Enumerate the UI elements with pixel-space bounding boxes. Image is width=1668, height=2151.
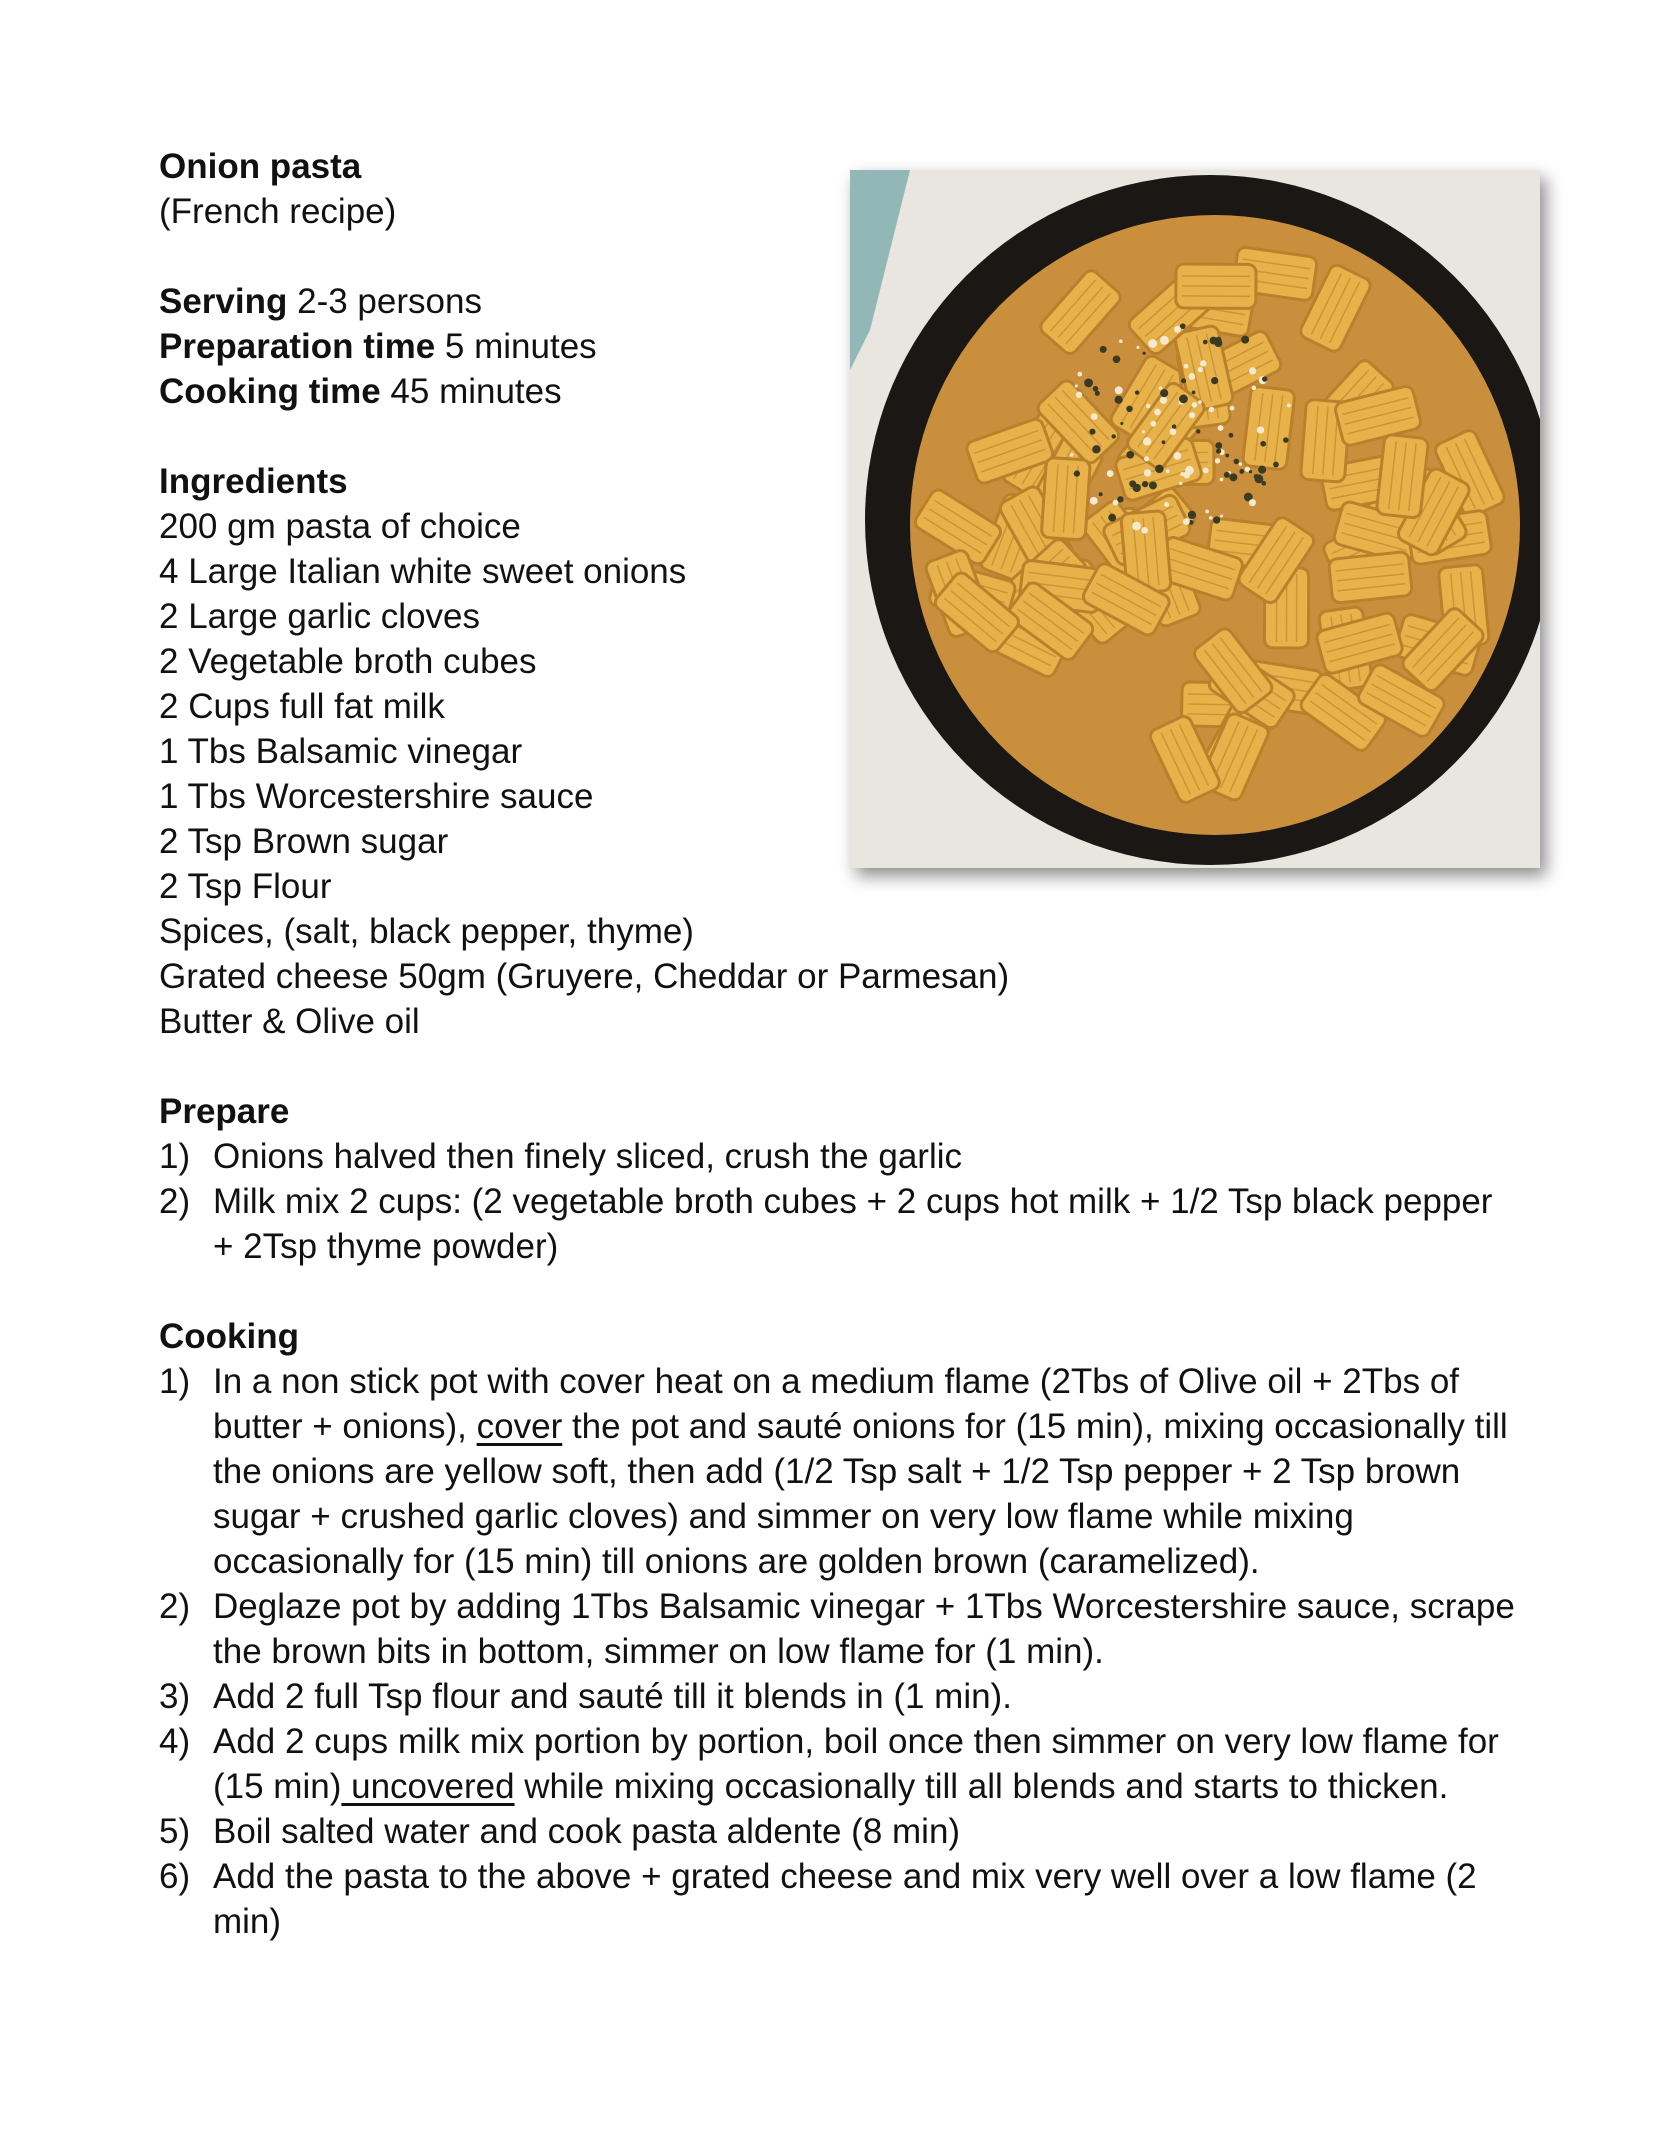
step-text: Add 2 full Tsp flour and sauté till it blends in (1 min). <box>213 1677 1012 1716</box>
garnish-speck <box>1179 482 1182 485</box>
cook-time-value: 45 minutes <box>380 372 562 411</box>
garnish-speck <box>1188 511 1196 519</box>
step-text: Add the pasta to the above + grated cheese and mix very well over a low flame (2 min) <box>213 1857 1477 1941</box>
garnish-speck <box>1189 412 1195 418</box>
step-text-rest: the pot and sauté onions for (15 min), mixing occasionally till the onions are yellow soft, then add (1/2 Tsp salt + 1/2 Tsp pepper + 2 Tsp brown sugar + crushed garlic cloves) and simmer on very low flame while mixing occasionally for (15 min) till onions are golden brown (caramelized). <box>213 1407 1508 1581</box>
ingredient-item: 200 gm pasta of choice <box>159 507 521 546</box>
recipe-title: Onion pasta <box>159 147 362 186</box>
prep-time-label: Preparation time <box>159 327 436 366</box>
garnish-speck <box>1185 466 1194 475</box>
garnish-speck <box>1144 456 1149 461</box>
ingredient-item: 2 Tsp Brown sugar <box>159 822 449 861</box>
garnish-speck <box>1220 478 1224 482</box>
ingredient-item: Butter & Olive oil <box>159 1002 420 1041</box>
garnish-speck <box>1089 429 1095 435</box>
garnish-speck <box>1198 367 1203 372</box>
step-text-underlined: cover <box>476 1407 563 1446</box>
garnish-speck <box>1183 518 1190 525</box>
garnish-speck <box>1092 445 1100 453</box>
garnish-speck <box>1196 429 1200 433</box>
garnish-speck <box>1129 480 1136 487</box>
prepare-steps <box>159 1134 1519 1269</box>
garnish-speck <box>1216 449 1221 454</box>
garnish-speck <box>1084 378 1093 387</box>
cooking-step <box>159 1809 1518 1854</box>
serving-value: 2-3 persons <box>287 282 482 321</box>
garnish-speck <box>1215 442 1222 449</box>
garnish-speck <box>1107 470 1114 477</box>
garnish-speck <box>1142 352 1145 355</box>
garnish-speck <box>1257 426 1264 433</box>
garnish-speck <box>1136 346 1139 349</box>
garnish-speck <box>1135 390 1139 394</box>
garnish-speck <box>1273 462 1279 468</box>
step-text: Add 2 cups milk mix portion by portion, boil once then simmer on very low flame for (15 min) <box>213 1722 1499 1806</box>
garnish-speck <box>1170 428 1177 435</box>
garnish-speck <box>1205 510 1209 514</box>
garnish-speck <box>1142 481 1148 487</box>
step-number: 1) <box>159 1137 191 1176</box>
garnish-speck <box>1215 458 1220 463</box>
garnish-speck <box>1164 502 1169 507</box>
garnish-speck <box>1115 386 1123 394</box>
step-number: 1) <box>159 1362 191 1401</box>
step-text: Milk mix 2 cups: (2 vegetable broth cubes + 2 cups hot milk + 1/2 Tsp black pepper + 2Tsp thyme powder) <box>213 1182 1493 1266</box>
garnish-speck <box>1113 355 1121 363</box>
garnish-speck <box>1132 522 1141 531</box>
garnish-speck <box>1174 326 1181 333</box>
step-text: Boil salted water and cook pasta aldente (8 min) <box>213 1812 961 1851</box>
garnish-speck <box>1160 396 1167 403</box>
step-number: 2) <box>159 1587 191 1626</box>
garnish-speck <box>1239 462 1242 465</box>
ingredient-item: 2 Cups full fat milk <box>159 687 445 726</box>
ingredient-item: Grated cheese 50gm (Gruyere, Cheddar or Parmesan) <box>159 957 1010 996</box>
garnish-speck <box>1162 440 1166 444</box>
garnish-speck <box>1180 323 1186 329</box>
cooking-step <box>159 1854 1518 1944</box>
garnish-speck <box>1143 437 1151 445</box>
garnish-speck <box>1149 481 1157 489</box>
garnish-speck <box>1180 472 1184 476</box>
garnish-speck <box>1211 377 1218 384</box>
garnish-speck <box>1252 386 1256 390</box>
garnish-speck <box>1262 376 1267 381</box>
garnish-speck <box>1150 421 1156 427</box>
garnish-speck <box>1146 404 1151 409</box>
garnish-speck <box>1142 430 1145 433</box>
garnish-speck <box>1287 403 1291 407</box>
garnish-speck <box>1258 466 1266 474</box>
prepare-heading: Prepare <box>159 1092 290 1131</box>
step-number: 2) <box>159 1182 191 1221</box>
garnish-speck <box>1075 384 1078 387</box>
garnish-speck <box>1283 437 1289 443</box>
garnish-speck <box>1115 396 1123 404</box>
garnish-speck <box>1184 364 1189 369</box>
garnish-speck <box>1070 453 1074 457</box>
cooking-step <box>159 1719 1518 1809</box>
onion-pasta-photo <box>850 170 1540 868</box>
garnish-speck <box>1108 514 1116 522</box>
cooking-step <box>159 1584 1518 1674</box>
garnish-speck <box>1229 473 1237 481</box>
prep-time-value: 5 minutes <box>435 327 597 366</box>
garnish-speck <box>1126 451 1134 459</box>
garnish-speck <box>1179 395 1188 404</box>
garnish-speck <box>1173 452 1181 460</box>
garnish-speck <box>1172 424 1176 428</box>
garnish-speck <box>1213 516 1220 523</box>
step-number: 4) <box>159 1722 191 1761</box>
garnish-speck <box>1159 386 1162 389</box>
garnish-speck <box>1241 336 1249 344</box>
garnish-speck <box>1210 337 1218 345</box>
garnish-speck <box>1203 340 1208 345</box>
prepare-step <box>159 1134 1518 1179</box>
garnish-speck <box>1220 514 1223 517</box>
ingredient-item: 2 Large garlic cloves <box>159 597 480 636</box>
garnish-speck <box>1166 469 1170 473</box>
garnish-speck <box>1160 336 1169 345</box>
garnish-speck <box>1181 378 1186 383</box>
ingredient-item: 2 Vegetable broth cubes <box>159 642 537 681</box>
garnish-speck <box>1076 392 1082 398</box>
ingredient-item: 4 Large Italian white sweet onions <box>159 552 687 591</box>
step-text: In a non stick pot with cover heat on a medium flame (2Tbs of Olive oil + 2Tbs of butter + onions), <box>213 1362 1460 1446</box>
garnish-speck <box>1192 391 1196 395</box>
pasta-pan-illustration <box>850 170 1540 868</box>
garnish-speck <box>1100 346 1107 353</box>
garnish-speck <box>1120 422 1123 425</box>
step-text-underlined: uncovered <box>341 1767 515 1806</box>
cooking-step <box>159 1674 1518 1719</box>
garnish-speck <box>1090 497 1098 505</box>
garnish-speck <box>1203 467 1209 473</box>
step-number: 3) <box>159 1677 191 1716</box>
prepare-step <box>159 1179 1518 1269</box>
garnish-speck <box>1160 389 1168 397</box>
garnish-speck <box>1189 373 1196 380</box>
garnish-speck <box>1249 367 1256 374</box>
garnish-speck <box>1225 454 1229 458</box>
ingredient-item: Spices, (salt, black pepper, thyme) <box>159 912 694 951</box>
garnish-speck <box>1230 406 1235 411</box>
garnish-speck <box>1119 339 1123 343</box>
garnish-speck <box>1224 472 1230 478</box>
garnish-speck <box>1209 407 1214 412</box>
garnish-speck <box>1126 406 1133 413</box>
garnish-speck <box>1093 386 1099 392</box>
step-text-rest: while mixing occasionally till all blends and starts to thicken. <box>514 1767 1449 1806</box>
step-number: 6) <box>159 1857 191 1896</box>
recipe-subtitle: (French recipe) <box>159 192 397 231</box>
garnish-speck <box>1148 339 1157 348</box>
garnish-speck <box>1260 441 1266 447</box>
ingredient-item: 1 Tbs Balsamic vinegar <box>159 732 523 771</box>
garnish-speck <box>1111 434 1115 438</box>
garnish-speck <box>1200 360 1206 366</box>
garnish-speck <box>1144 469 1151 476</box>
ingredient-item: 2 Tsp Flour <box>159 867 332 906</box>
garnish-speck <box>1117 496 1123 502</box>
step-text: Deglaze pot by adding 1Tbs Balsamic vinegar + 1Tbs Worcestershire sauce, scrape the brown bits in bottom, simmer on low flame for (1 min). <box>213 1587 1515 1671</box>
garnish-speck <box>1261 481 1266 486</box>
ingredients-heading: Ingredients <box>159 462 348 501</box>
garnish-speck <box>1099 492 1103 496</box>
garnish-speck <box>1218 425 1224 431</box>
serving-label: Serving <box>159 282 288 321</box>
garnish-speck <box>1192 402 1198 408</box>
garnish-speck <box>1074 470 1080 476</box>
garnish-speck <box>1154 409 1161 416</box>
garnish-speck <box>1234 459 1240 465</box>
garnish-speck <box>1249 470 1252 473</box>
ingredient-item: 1 Tbs Worcestershire sauce <box>159 777 594 816</box>
garnish-speck <box>1249 499 1256 506</box>
cooking-steps <box>159 1359 1519 1944</box>
cook-time-label: Cooking time <box>159 372 381 411</box>
garnish-speck <box>1209 516 1213 520</box>
garnish-speck <box>1155 465 1164 474</box>
step-text: Onions halved then finely sliced, crush the garlic <box>213 1137 963 1176</box>
cooking-heading: Cooking <box>159 1317 299 1356</box>
garnish-speck <box>1095 391 1100 396</box>
garnish-speck <box>1141 527 1148 534</box>
garnish-speck <box>1198 400 1202 404</box>
step-number: 5) <box>159 1812 191 1851</box>
garnish-speck <box>1077 372 1082 377</box>
garnish-speck <box>1091 413 1098 420</box>
garnish-speck <box>1229 433 1234 438</box>
garnish-speck <box>1239 469 1244 474</box>
cooking-step <box>159 1359 1518 1584</box>
